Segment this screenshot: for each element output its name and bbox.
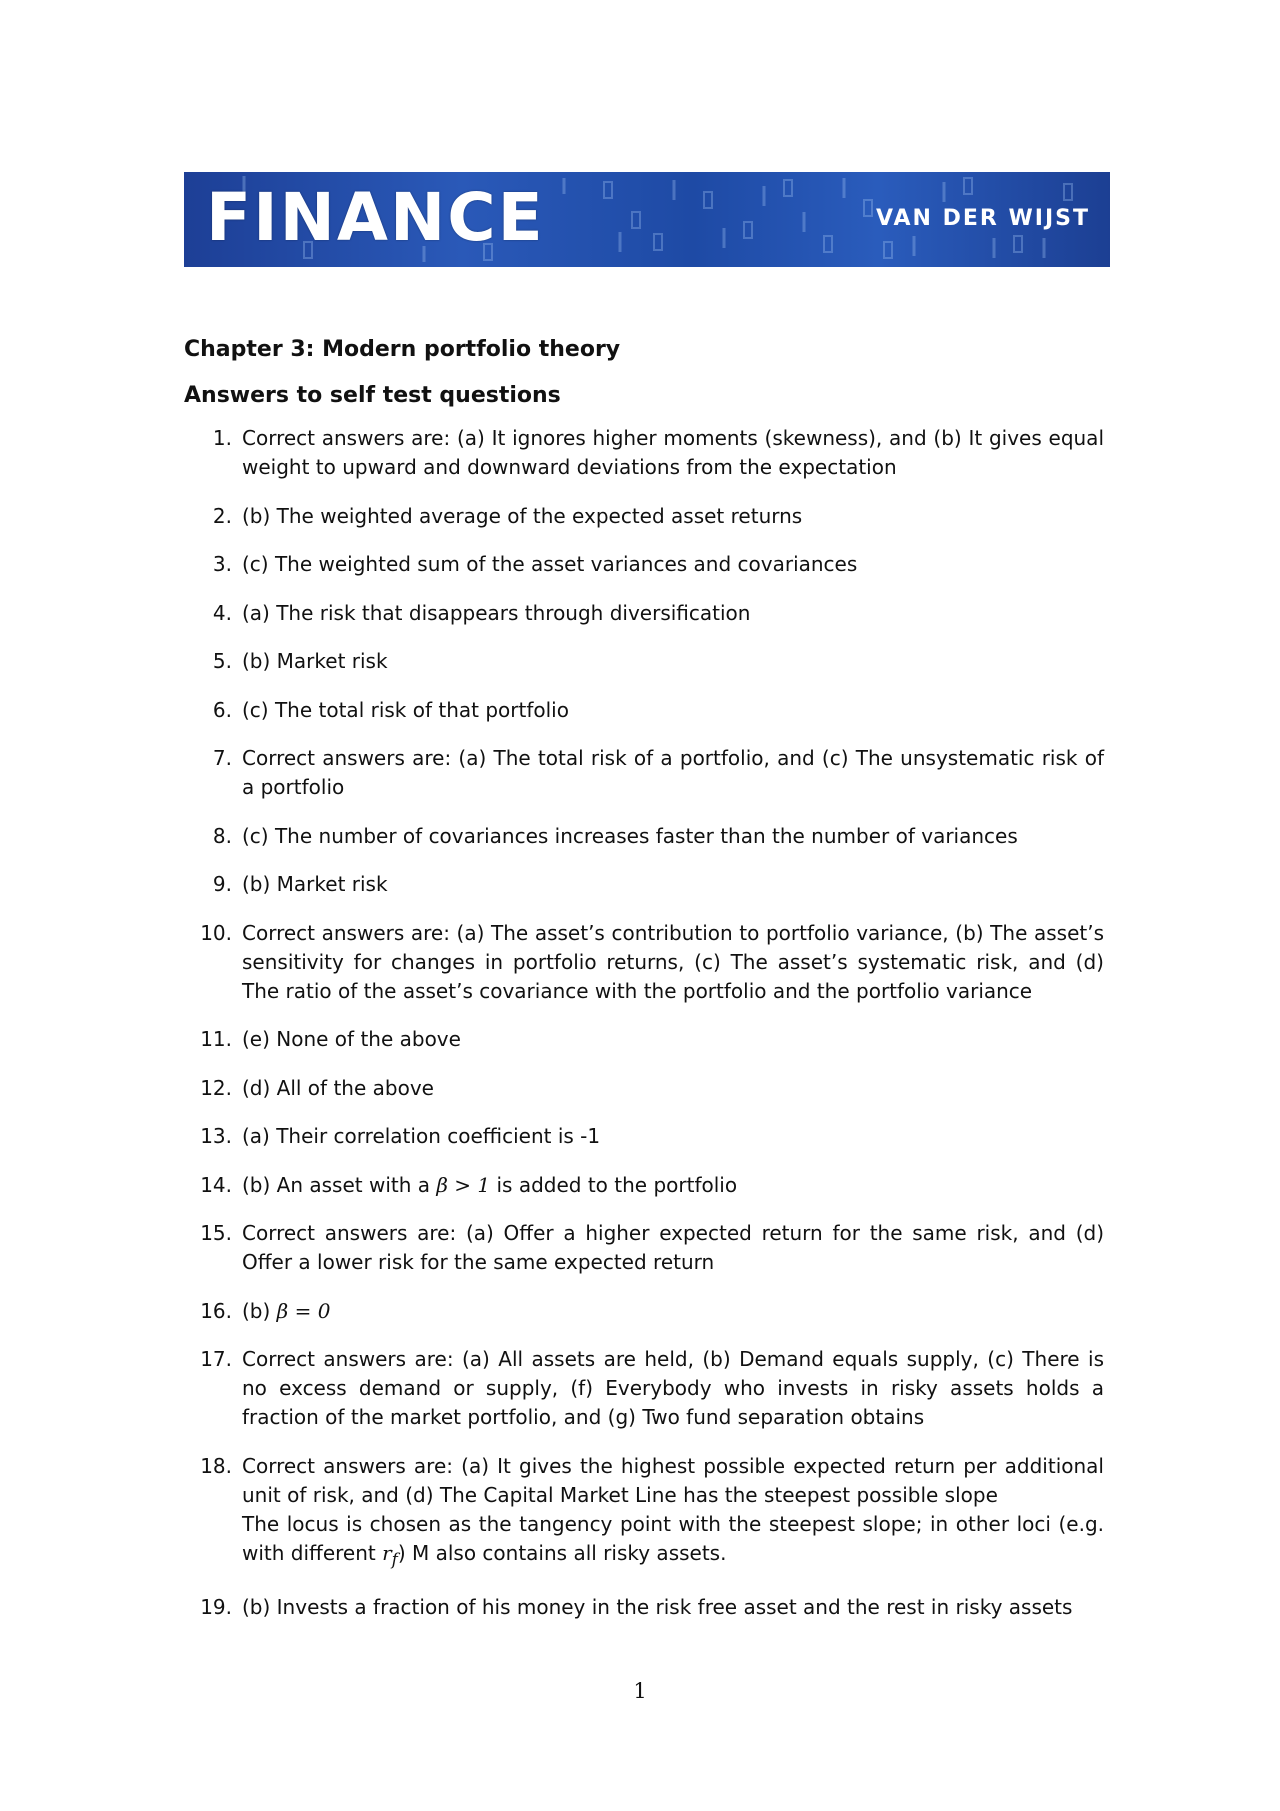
answer-item <box>0 1171 1280 1200</box>
answer-text: (d) All of the above <box>242 1075 434 1100</box>
explanation-after: ) M also contains all risky assets. <box>397 1540 727 1565</box>
answer-item <box>0 696 1280 725</box>
answer-item <box>0 1297 1280 1326</box>
answer-item <box>0 822 1280 851</box>
answer-text: Correct answers are: (a) It ignores higher moments (skewness), and (b) It gives equal weight to upward and downward deviations from the expectation <box>242 426 1104 479</box>
answer-main-text: Correct answers are: (a) It gives the highest possible expected return per additional unit of risk, and (d) The Capital Market Line has the steepest possible slope <box>242 1453 1104 1507</box>
answer-text: (b) Invests a fraction of his money in the risk free asset and the rest in risky assets <box>242 1595 1073 1619</box>
answer-number: 18. <box>200 1453 232 1478</box>
finance-banner <box>184 172 1110 267</box>
banner-title: FINANCE <box>206 179 545 256</box>
answer-number: 4. <box>212 600 232 625</box>
answer-item <box>0 424 1280 482</box>
answer-item <box>0 599 1280 628</box>
answer-explanation <box>242 1510 1104 1574</box>
answer-item <box>0 1452 1280 1574</box>
answer-number: 5. <box>212 649 232 673</box>
answer-item <box>0 870 1280 899</box>
answer-text <box>242 1171 1104 1200</box>
answer-text: Correct answers are: (a) All assets are held, (b) Demand equals supply, (c) There is no excess demand or supply, (f) Everybody who invests in risky assets holds a fraction of the market portfolio, and (g) Two fund separation obtains <box>242 1347 1104 1429</box>
answer-text: (c) The total risk of that portfolio <box>242 697 569 722</box>
answer-text: (b) Market risk <box>242 649 388 673</box>
answer-number: 13. <box>200 1124 232 1148</box>
answer-list <box>0 424 1280 1642</box>
answer-item <box>0 744 1280 802</box>
answer-text: (a) The risk that disappears through diversification <box>242 600 751 625</box>
answer-item <box>0 1345 1280 1432</box>
answer-number: 8. <box>212 823 232 848</box>
section-title: Answers to self test questions <box>184 383 561 408</box>
answer-text <box>242 1297 1104 1326</box>
answer-text: (c) The number of covariances increases faster than the number of variances <box>242 823 1018 848</box>
page-number: 1 <box>633 1679 647 1703</box>
answer-text <box>242 1452 1104 1574</box>
answer-number: 16. <box>200 1298 232 1323</box>
answer-item <box>0 502 1280 531</box>
answer-number: 6. <box>212 697 232 722</box>
answer-item <box>0 1025 1280 1054</box>
answer-item <box>0 647 1280 676</box>
answer-item <box>0 1074 1280 1103</box>
answer-item <box>0 1593 1280 1622</box>
banner-author: VAN DER WIJST <box>875 206 1090 231</box>
answer-number: 17. <box>200 1347 232 1371</box>
answer-item <box>0 1219 1280 1277</box>
beta-expression: β > 1 <box>436 1172 491 1197</box>
explanation-before: The locus is chosen as the tangency point with the steepest slope; in other loci (e.g. with different <box>242 1511 1104 1565</box>
answer-number: 11. <box>200 1027 232 1051</box>
answer-text: (a) Their correlation coefficient is -1 <box>242 1124 601 1148</box>
answer-number: 1. <box>212 426 232 450</box>
answer-text: Correct answers are: (a) The asset’s contribution to portfolio variance, (b) The asset’s sensitivity for changes in portfolio returns, (c) The asset’s systematic risk, and (d) The ratio of the asset’s covariance with the portfolio and the portfolio variance <box>242 920 1104 1003</box>
answer-text: Correct answers are: (a) Offer a higher expected return for the same risk, and (d) Offer a lower risk for the same expected return <box>242 1221 1104 1274</box>
answer-number: 10. <box>200 920 232 945</box>
answer-number: 12. <box>200 1075 232 1100</box>
answer-text: (b) Market risk <box>242 872 388 896</box>
answer-text: Correct answers are: (a) The total risk of a portfolio, and (c) The unsystematic risk of a portfolio <box>242 746 1104 799</box>
answer-number: 14. <box>200 1172 232 1197</box>
answer-item <box>0 919 1280 1006</box>
beta-expression: β = 0 <box>276 1298 331 1323</box>
answer-number: 19. <box>200 1595 232 1619</box>
answer-text-after: is added to the portfolio <box>490 1172 738 1197</box>
answer-number: 7. <box>212 746 232 770</box>
answer-text-before: (b) An asset with a <box>242 1172 437 1197</box>
answer-number: 2. <box>212 503 232 528</box>
answer-text: (b) The weighted average of the expected asset returns <box>242 503 803 528</box>
chapter-title: Chapter 3: Modern portfolio theory <box>184 337 621 362</box>
answer-number: 3. <box>212 552 232 576</box>
risk-free-rate-symbol: $r_f$ <box>382 1540 398 1569</box>
answer-text: (e) None of the above <box>242 1027 461 1051</box>
answer-number: 9. <box>212 872 232 896</box>
answer-item <box>0 550 1280 579</box>
answer-item <box>0 1122 1280 1151</box>
answer-number: 15. <box>200 1221 232 1245</box>
answer-text-before: (b) <box>242 1298 277 1323</box>
answer-text: (c) The weighted sum of the asset variances and covariances <box>242 552 858 576</box>
